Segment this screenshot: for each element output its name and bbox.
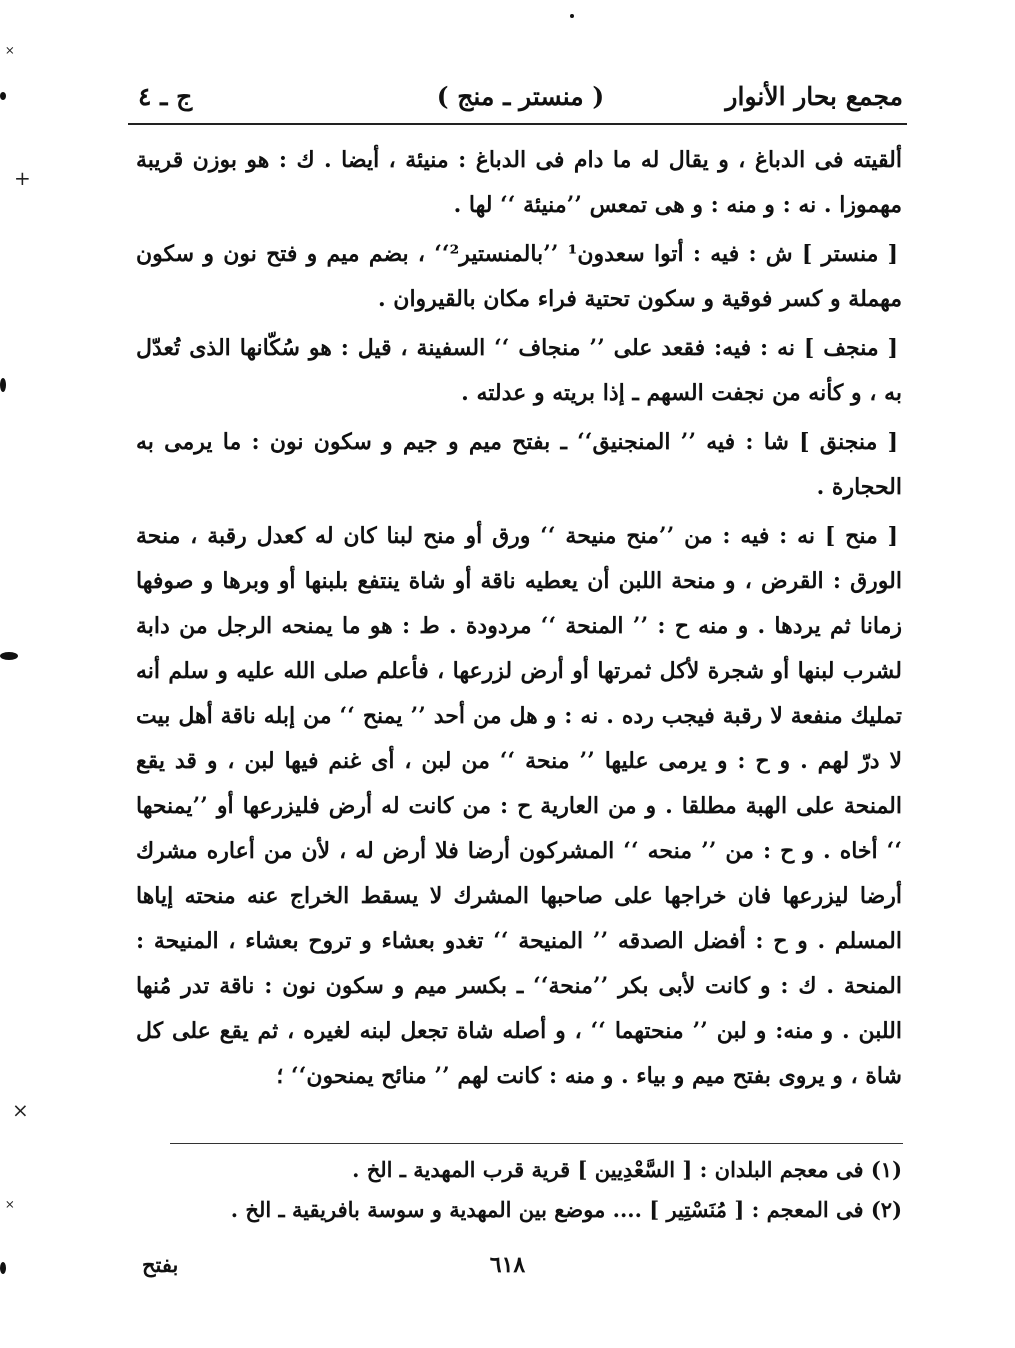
paragraph-continuation: ألقيته فى الدباغ ، و يقال له ما دام فى الدباغ : منيئة ، أيضا . ك : هو بوزن قريبة مهموزا . نه : و منه : و هى تمعس ’’منيئة ‘‘ لها . bbox=[136, 147, 902, 218]
page-number: ٦١٨ bbox=[489, 1252, 526, 1278]
footnote-1: (١) فى معجم البلدان : [ السَّعْدِيين ] قرية قرب المهدية ـ الخ . bbox=[352, 1157, 902, 1182]
entry-monaster: [ منستر ] ش : فيه : أتوا سعدون¹ ’’بالمنستير²‘‘ ، بضم ميم و فتح نون و سكون مهملة و كسر فوقية و سكون تحتية فراء مكان بالقيروان . bbox=[136, 241, 902, 312]
header-rule bbox=[128, 123, 907, 125]
margin-dot bbox=[0, 1262, 6, 1274]
margin-mark: ˟ bbox=[6, 1196, 14, 1220]
margin-dot bbox=[0, 92, 6, 100]
margin-dot bbox=[0, 378, 6, 392]
volume-label: ج ـ ٤ bbox=[138, 82, 193, 111]
margin-dot bbox=[570, 14, 574, 18]
margin-mark: ˟ bbox=[6, 42, 14, 66]
catchword: بفتح bbox=[142, 1252, 179, 1277]
running-header bbox=[138, 76, 903, 116]
margin-mark: × bbox=[12, 1098, 29, 1122]
footnote-rule bbox=[170, 1143, 903, 1144]
entry-range: ( منستر ـ منج ) bbox=[436, 82, 605, 111]
footnote-2: (٢) فى المعجم : [ مُنَسْتِير ] .... موضع بين المهدية و سوسة بافريقية ـ الخ . bbox=[230, 1197, 902, 1222]
margin-dot bbox=[0, 652, 18, 660]
main-text bbox=[136, 138, 902, 1103]
entry-monjaf: [ منجف ] نه : فيه: فقعد على ’’ منجاف ‘‘ السفينة ، قيل : هو سُكّانها الذى تُعدّل به ، و كأنه من نجفت السهم ـ إذا بريته و عدلته . bbox=[136, 335, 902, 406]
entry-manh: [ منح ] نه : فيه : من ’’منح منيحة ‘‘ ورق أو منح لبنا كان له كعدل رقبة ، منحة الورق : القرض ، و منحة اللبن أن يعطيه ناقة أو شاة ينتفع بلبنها أو وبرها و صوفها زمانا ثم يردها . و منه ح : ’’ المنحة ‘‘ مردودة . ط : هو ما يمنحه الرجل من دابة لشرب لبنها أو شجرة لأكل ثمرتها أو أرض لزرعها ، فأعلم صلى الله عليه و سلم أنه تمليك منفعة لا رقبة فيجب رده . نه : و هل من أحد ’’ يمنح ‘‘ من إبله ناقة أهل بيت لا درّ لهم . و ح : و يرمى عليها ’’ منحة ‘‘ من لبن ، أى غنم فيها لبن ، و قد يقع المنحة على الهبة مطلقا . و من العارية ح : من كانت له أرض فليزرعها أو ’’يمنحها ‘‘ أخاه . و ح : من ’’ منحه ‘‘ المشركون أرضا فلا أرض له ، لأن من أعاره مشرك أرضا ليزرعها فان خراجها على صاحبها المشرك لا يسقط الخراج عنه منحته إياها المسلم . و ح : أفضل الصدقه ’’ المنيحة ‘‘ تغدو بعشاء و تروح بعشاء ، المنيحة : المنحة . ك : و كانت لأبى بكر ’’منحة‘‘ ـ بكسر ميم و سكون نون : ناقة تدر مُنها اللبن . و منه: و لبن ’’ منحتهما ‘‘ ، و أصله شاة تجعل لبنه لغيره ، ثم يقع على كل شاة ، و يروى بفتح ميم و بياء . و منه : كانت لهم ’’ منائح يمنحون‘‘ ؛ bbox=[136, 523, 902, 1089]
margin-mark: + bbox=[14, 166, 31, 190]
entry-manjaniq: [ منجنق ] شا : فيه ’’ المنجنيق‘‘ ـ بفتح ميم و جيم و سكون نون : ما يرمى به الحجارة . bbox=[136, 429, 902, 500]
footnotes bbox=[136, 1150, 902, 1230]
book-title: مجمع بحار الأنوار bbox=[725, 82, 903, 111]
